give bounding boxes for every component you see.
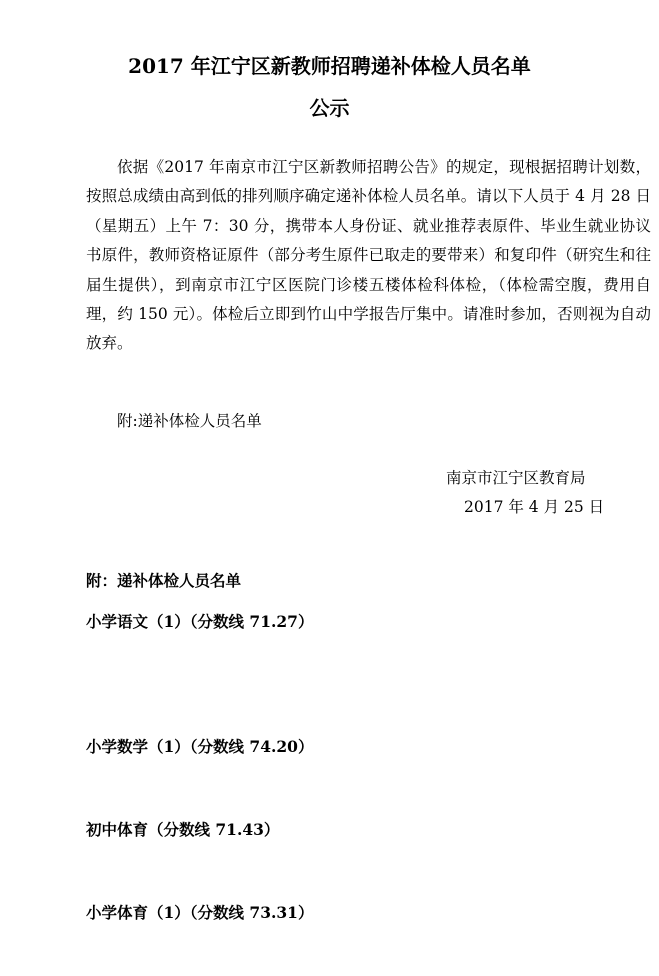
section-heading-primary-pe: 小学体育（1）（分数线 73.31） (86, 903, 314, 922)
section-heading-middle-pe: 初中体育（分数线 71.43） (86, 820, 280, 839)
attachment-note: 附:递补体检人员名单 (117, 412, 262, 430)
document-title: 2017 年江宁区新教师招聘递补体检人员名单 (128, 54, 531, 78)
document-subtitle: 公示 (309, 96, 350, 120)
attachment-heading: 附：递补体检人员名单 (86, 571, 242, 590)
section-heading-primary-math: 小学数学（1）（分数线 74.20） (86, 737, 314, 756)
notice-paragraph: 依据《2017 年南京市江宁区新教师招聘公告》的规定，现根据招聘计划数，按照总成绩由高到低的排列顺序确定递补体检人员名单。请以下人员于 4 月 28 日（星期五）上午 7：30 分，携带本人身份证、就业推荐表原件、毕业生就业协议书原件，教师资格证原件（部分考生原件已取走的要带来）和复印件（研究生和往届生提供），到南京市江宁区医院门诊楼五楼体检科体检，（体检需空腹，费用自理，约 150 元）。体检后立即到竹山中学报告厅集中。请准时参加，否则视为自动放弃。 (86, 158, 651, 353)
section-heading-primary-chinese: 小学语文（1）（分数线 71.27） (86, 612, 314, 631)
issuer-signature: 南京市江宁区教育局 (446, 469, 586, 487)
issue-date: 2017 年 4 月 25 日 (464, 498, 605, 516)
